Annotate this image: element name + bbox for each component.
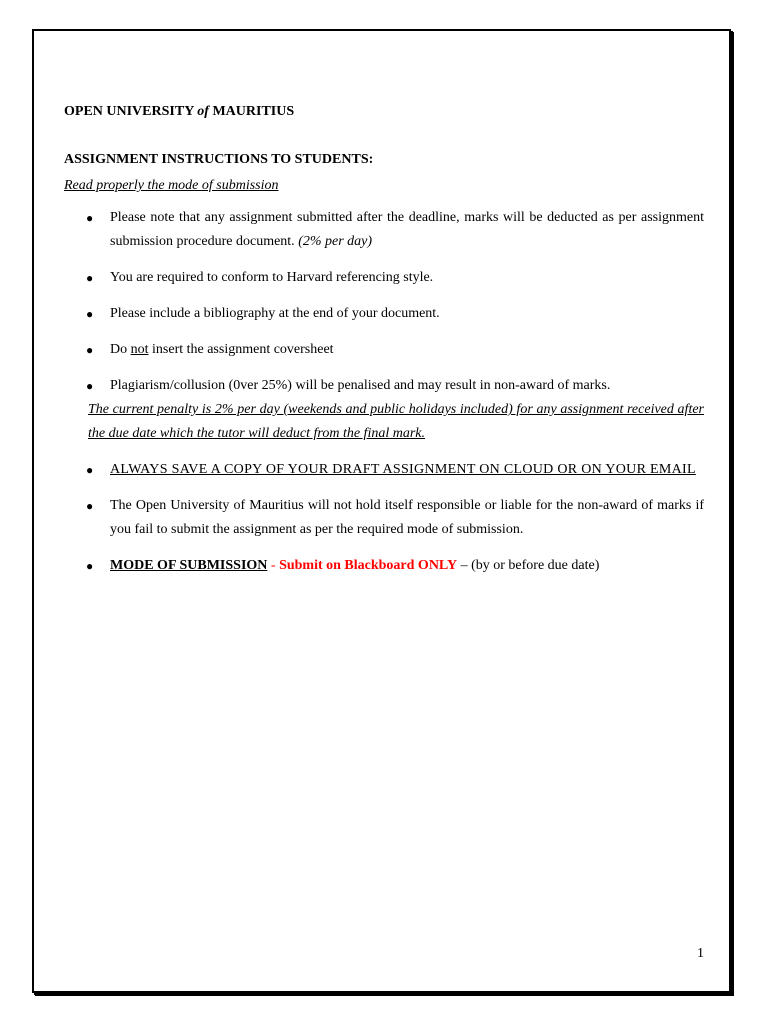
coversheet-not: not [130, 342, 149, 357]
page-number: 1 [697, 946, 704, 961]
list-item-plagiarism [64, 374, 704, 398]
instruction-list-2 [64, 458, 704, 578]
bullet-icon: ● [86, 211, 94, 225]
deadline-rate: (2% per day) [298, 234, 373, 249]
bullet-icon: ● [86, 559, 94, 573]
bullet-icon: ● [86, 307, 94, 321]
bullet-icon: ● [86, 343, 94, 357]
coversheet-pre: Do [110, 342, 131, 357]
liability-text: The Open University of Mauritius will not hold itself responsible or liable for the non-award of marks if you fail to submit the assignment as per the required mode of submission. [110, 498, 704, 537]
bullet-icon: ● [86, 499, 94, 513]
university-title [64, 100, 704, 124]
university-title-of: of [197, 104, 209, 119]
document-body [64, 100, 704, 590]
bullet-icon: ● [86, 271, 94, 285]
bullet-icon: ● [86, 379, 94, 393]
university-title-part2: MAURITIUS [208, 104, 295, 119]
list-item-mode-of-submission [64, 554, 704, 578]
blackboard-only-text: Submit on Blackboard ONLY [279, 558, 458, 573]
coversheet-post: insert the assignment coversheet [148, 342, 334, 357]
mode-dash: - [267, 558, 280, 573]
submission-subheading: Read properly the mode of submission [64, 178, 279, 193]
penalty-note: The current penalty is 2% per day (weekends and public holidays included) for any assignment received after the due date which the tutor will deduct from the final mark. [88, 402, 704, 441]
list-item-deadline [64, 206, 704, 254]
harvard-text: You are required to conform to Harvard referencing style. [110, 270, 434, 285]
list-item-liability [64, 494, 704, 542]
bullet-icon: ● [86, 463, 94, 477]
list-item-coversheet [64, 338, 704, 362]
list-item-save-copy [64, 458, 704, 482]
plagiarism-text: Plagiarism/collusion (0ver 25%) will be penalised and may result in non-award of marks. [110, 378, 611, 393]
deadline-text: Please note that any assignment submitted after the deadline, marks will be deducted as per assignment submission procedure document. [110, 210, 704, 249]
list-item-bibliography [64, 302, 704, 326]
save-copy-text: ALWAYS SAVE A COPY OF YOUR DRAFT ASSIGNMENT ON CLOUD OR ON YOUR EMAIL [110, 462, 696, 477]
list-item-harvard [64, 266, 704, 290]
university-title-part1: OPEN UNIVERSITY [64, 104, 198, 119]
mode-of-submission-label: MODE OF SUBMISSION [110, 558, 268, 573]
due-date-text: – (by or before due date) [457, 558, 600, 573]
instruction-list [64, 206, 704, 398]
bibliography-text: Please include a bibliography at the end of your document. [110, 306, 440, 321]
instructions-title: ASSIGNMENT INSTRUCTIONS TO STUDENTS: [64, 152, 374, 167]
